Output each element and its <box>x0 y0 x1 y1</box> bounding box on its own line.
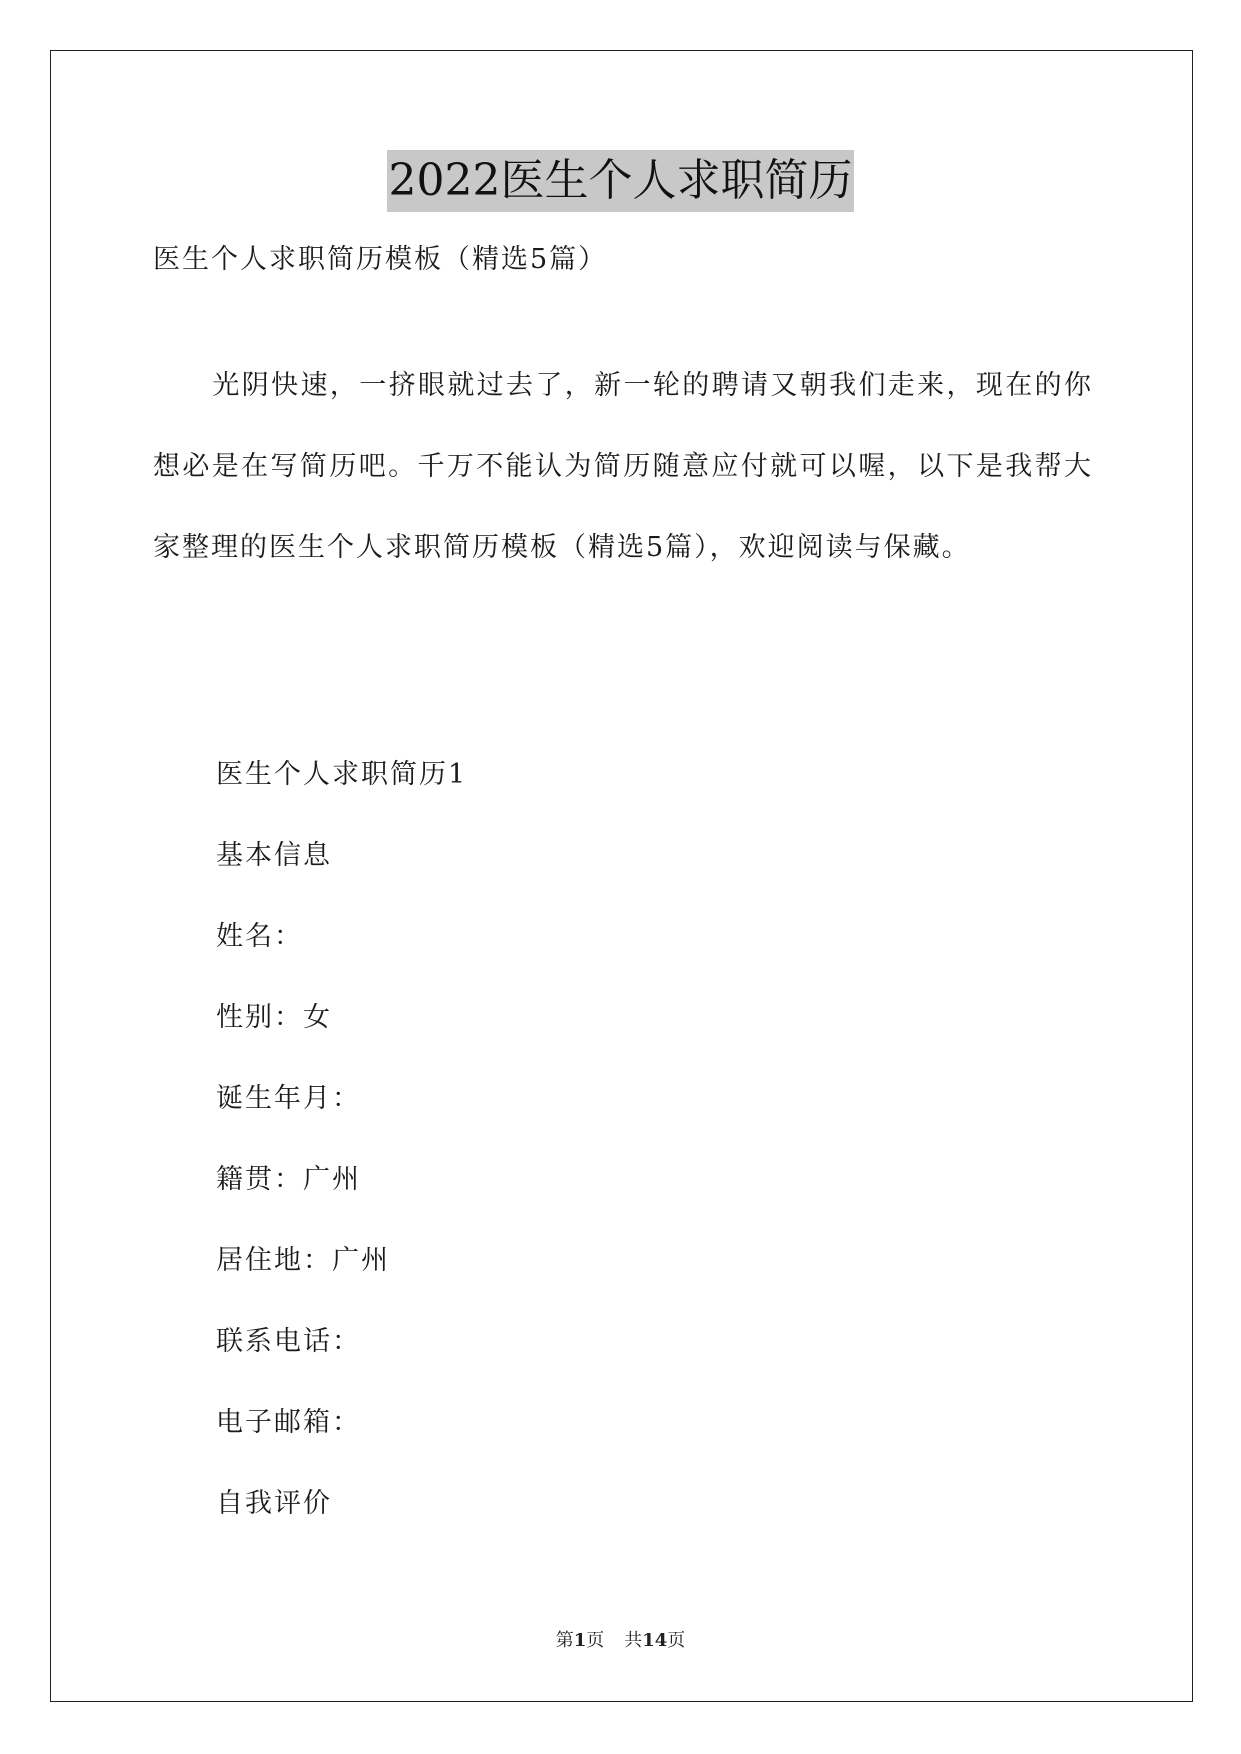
footer-prefix: 第 <box>555 1630 574 1651</box>
footer-total-pages: 14 <box>642 1630 668 1651</box>
field-phone: 联系电话： <box>216 1326 361 1357</box>
footer-total-suffix: 页 <box>667 1630 686 1651</box>
footer-page-suffix: 页 <box>586 1630 605 1651</box>
self-evaluation-heading: 自我评价 <box>216 1488 332 1519</box>
page-border <box>50 50 1193 1702</box>
field-gender: 性别：女 <box>216 1002 332 1033</box>
field-residence: 居住地：广州 <box>216 1245 390 1276</box>
page-footer <box>0 1628 1241 1654</box>
title-container <box>0 150 1241 212</box>
field-birth-date: 诞生年月： <box>216 1083 361 1114</box>
basic-info-heading: 基本信息 <box>216 840 332 871</box>
document-title: 2022医生个人求职简历 <box>387 150 855 212</box>
document-subtitle: 医生个人求职简历模板（精选5篇） <box>153 244 608 275</box>
section-heading: 医生个人求职简历1 <box>216 759 468 790</box>
footer-total-prefix: 共 <box>624 1630 643 1651</box>
field-email: 电子邮箱： <box>216 1407 361 1438</box>
intro-paragraph: 光阴快速，一挤眼就过去了，新一轮的聘请又朝我们走来，现在的你想必是在写简历吧。千万不能认为简历随意应付就可以喔，以下是我帮大家整理的医生个人求职简历模板（精选5篇），欢迎阅读与保藏。 <box>153 370 1093 563</box>
footer-page-number: 1 <box>573 1630 587 1651</box>
field-native-place: 籍贯：广州 <box>216 1164 361 1195</box>
field-name: 姓名： <box>216 921 303 952</box>
